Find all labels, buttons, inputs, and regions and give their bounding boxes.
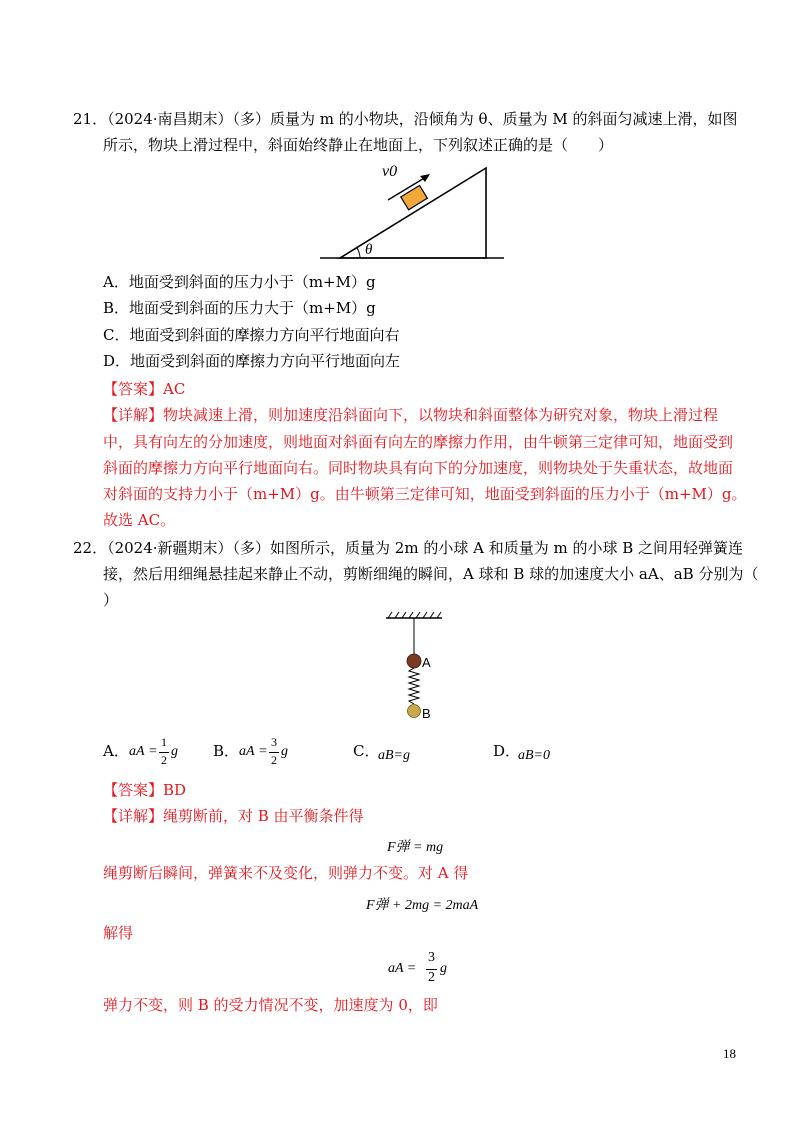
label-a: A — [422, 655, 431, 670]
q22-stem-line3: ） — [103, 591, 119, 609]
q22-option-a — [103, 740, 129, 761]
angle-arc — [357, 248, 360, 258]
q21-detail-line3: 斜面的摩擦力方向平行地面向右。同时物块具有向下的分加速度，则物块处于失重状态，故地面 — [103, 459, 734, 477]
ball-a — [407, 654, 421, 668]
option-b-g: g — [281, 744, 288, 759]
q22-detail-line2: 绳剪断后瞬间，弹簧来不及变化，则弹力不变。对 A 得 — [103, 864, 469, 882]
q21-detail-line4: 对斜面的支持力小于（m+M）g。由牛顿第三定律可知，地面受到斜面的压力小于（m+M）g。 — [103, 485, 747, 503]
q22-detail-line4: 弹力不变，则 B 的受力情况不变，加速度为 0，即 — [103, 996, 438, 1014]
q21-option-d: D．地面受到斜面的摩擦力方向平行地面向左 — [103, 352, 401, 370]
q21-stem-line1: 21．（2024·南昌期末）（多）质量为 m 的小物块，沿倾角为 θ、质量为 M 的斜面匀减速上滑，如图 — [73, 110, 738, 128]
page-number: 18 — [723, 1046, 736, 1061]
theta-label: θ — [365, 242, 373, 258]
q22-option-c — [353, 740, 379, 761]
q22-option-d-formula: aB=0 — [518, 748, 550, 763]
q21-option-a: A．地面受到斜面的压力小于（m+M）g — [103, 273, 376, 291]
q22-option-c-formula: aB=g — [378, 748, 410, 763]
arrow-head — [420, 174, 430, 182]
eq3-g: g — [440, 961, 447, 976]
option-b-label: B． — [213, 742, 240, 760]
q21-stem-line2: 所示，物块上滑过程中，斜面始终静止在地面上，下列叙述正确的是（ ） — [103, 136, 614, 154]
option-a-num: 1 — [161, 735, 167, 749]
q22-option-b — [213, 740, 239, 761]
q22-option-a-formula — [127, 736, 187, 770]
q22-stem-line1: 22．（2024·新疆期末）（多）如图所示，质量为 2m 的小球 A 和质量为 m 的小球 B 之间用轻弹簧连 — [73, 539, 744, 557]
eq3-den: 2 — [428, 970, 435, 985]
eq3-num: 3 — [428, 950, 435, 965]
option-b-num: 3 — [271, 735, 277, 749]
q22-option-b-formula — [237, 736, 297, 770]
q22-equation-2: F弹 + 2mg = 2maA — [366, 898, 479, 913]
q21-detail-line5: 故选 AC。 — [103, 511, 176, 529]
option-a-den: 2 — [161, 753, 167, 767]
label-b: B — [422, 706, 431, 721]
v0-label: v0 — [382, 163, 398, 180]
q22-equation-3 — [388, 950, 458, 990]
option-a-lhs: aA — [129, 744, 145, 759]
q21-option-b: B．地面受到斜面的压力大于（m+M）g — [103, 299, 376, 317]
q22-option-d — [493, 740, 520, 761]
eq3-lhs: aA = — [388, 961, 417, 976]
spring — [409, 668, 419, 704]
option-d-label: D． — [493, 742, 521, 760]
option-b-lhs: aA — [239, 744, 255, 759]
q21-option-c: C．地面受到斜面的摩擦力方向平行地面向右 — [103, 326, 400, 344]
q21-detail-line2: 中，具有向左的分加速度，则地面对斜面有向左的摩擦力作用，由牛顿第三定律可知，地面受到 — [103, 433, 734, 451]
q21-detail-line1: 【详解】物块减速上滑，则加速度沿斜面向下，以物块和斜面整体为研究对象，物块上滑过程 — [103, 406, 719, 424]
q22-detail-line3: 解得 — [103, 924, 134, 942]
ceiling-hatch — [388, 612, 441, 618]
option-b-den: 2 — [271, 753, 277, 767]
q22-equation-1: F弹 = mg — [387, 840, 444, 855]
incline-triangle — [340, 168, 486, 258]
q22-detail-line1: 【详解】绳剪断前，对 B 由平衡条件得 — [103, 807, 364, 825]
option-c-label: C． — [353, 742, 380, 760]
incline-figure — [318, 160, 508, 262]
q22-answer: 【答案】BD — [103, 781, 187, 799]
q21-answer: 【答案】AC — [103, 380, 186, 398]
option-a-label: A． — [103, 742, 129, 760]
spring-figure — [380, 610, 450, 722]
q22-stem-line2: 接，然后用细绳悬挂起来静止不动，剪断细绳的瞬间，A 球和 B 球的加速度大小 aA、aB 分别为（ — [103, 565, 759, 583]
option-a-eq: = — [149, 744, 157, 759]
ball-b — [408, 705, 421, 718]
option-a-g: g — [171, 744, 178, 759]
option-b-eq: = — [259, 744, 267, 759]
